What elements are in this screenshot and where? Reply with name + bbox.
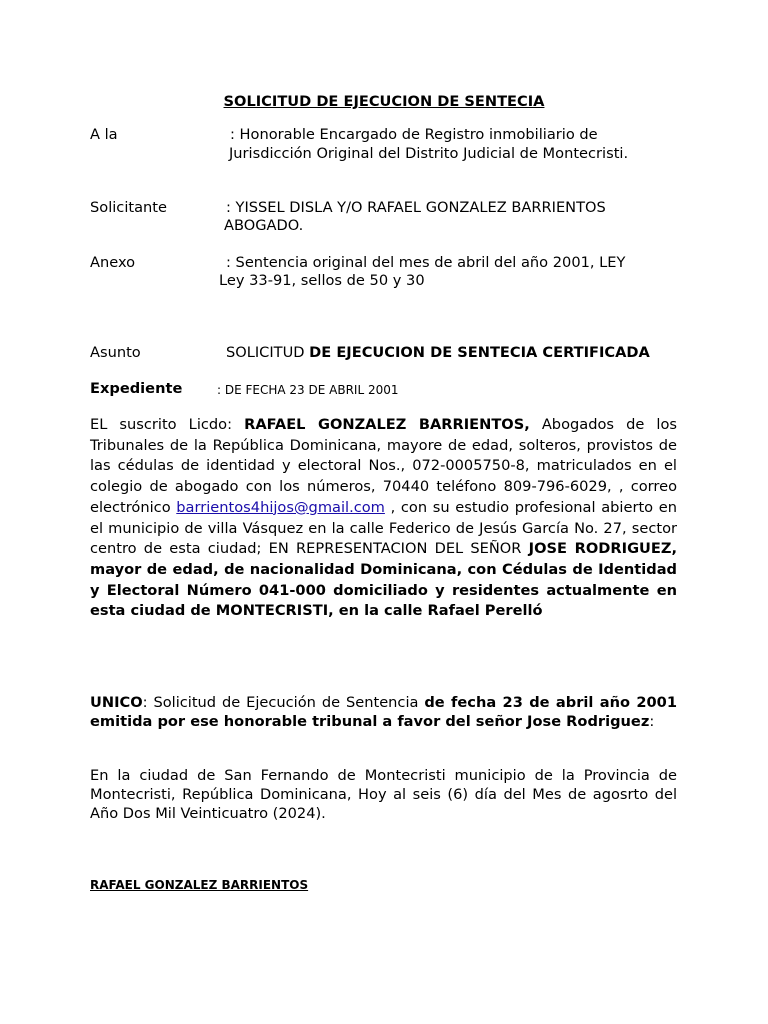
closing-text: En la ciudad de San Fernando de Montecristi municipio de la Provincia de Montecristi, República Dominicana, Hoy al seis (6) día del Mes de agosrto del Año Dos Mil Veinticuatro (2024). xyxy=(90,767,677,822)
document-title: SOLICITUD DE EJECUCION DE SENTECIA xyxy=(223,93,545,110)
a-la-label: A la xyxy=(90,126,118,143)
asunto-value xyxy=(226,344,650,362)
email-link[interactable]: barrientos4hijos@gmail.com xyxy=(176,498,385,516)
asunto-label: Asunto xyxy=(90,344,141,361)
unico-label: UNICO xyxy=(90,694,143,711)
anexo-value-line1: : Sentencia original del mes de abril del año 2001, LEY xyxy=(226,254,626,271)
expediente-label: Expediente xyxy=(90,380,183,397)
lawyer-name: RAFAEL GONZALEZ BARRIENTOS, xyxy=(244,416,530,433)
solicitante-label: Solicitante xyxy=(90,199,167,216)
represented-party: JOSE RODRIGUEZ, mayor de edad, de nacionalidad Dominicana, con Cédulas de Identidad y Electoral Número 041-000 domiciliado y residentes actualmente en esta ciudad de MONTECRISTI, en la calle Rafael Perelló xyxy=(90,540,678,620)
intro-text: EL suscrito Licdo: xyxy=(90,416,245,433)
unico-bold-text: de fecha 23 de abril año 2001 emitida por ese honorable tribunal a favor del señor Jose Rodriguez xyxy=(90,694,677,730)
solicitante-value-line1: : YISSEL DISLA Y/O RAFAEL GONZALEZ BARRIENTOS xyxy=(226,199,606,216)
solicitante-value-line2: ABOGADO. xyxy=(224,217,304,234)
anexo-value-line2: Ley 33-91, sellos de 50 y 30 xyxy=(219,272,425,289)
paragraph-text-1: Abogados de los Tribunales de la República Dominicana, mayore de edad, solteros, provistos de las cédulas de identidad y electoral Nos., 072-0005750-8, matriculados en el colegio de abogado con los números, 70440 teléfono 809-796-6029, , correo electrónico xyxy=(90,416,677,516)
asunto-value-plain: SOLICITUD xyxy=(226,344,310,361)
closing-paragraph xyxy=(90,766,677,823)
anexo-label: Anexo xyxy=(90,254,136,271)
signature-name: RAFAEL GONZALEZ BARRIENTOS xyxy=(90,878,309,892)
expediente-value: : DE FECHA 23 DE ABRIL 2001 xyxy=(217,383,399,397)
asunto-value-bold: DE EJECUCION DE SENTECIA CERTIFICADA xyxy=(309,344,650,361)
unico-text: : Solicitud de Ejecución de Sentencia xyxy=(142,694,425,711)
a-la-value-line1: : Honorable Encargado de Registro inmobiliario de xyxy=(230,126,598,143)
unico-end: : xyxy=(649,713,655,730)
paragraph-text-2: , con su estudio profesional abierto en el municipio de villa Vásquez en la calle Federico de Jesús García No. 27, sector centro de esta ciudad; EN REPRESENTACION DEL SEÑOR xyxy=(90,498,678,558)
main-paragraph xyxy=(90,415,677,622)
unico-paragraph xyxy=(90,693,677,731)
a-la-value-line2: Jurisdicción Original del Distrito Judicial de Montecristi. xyxy=(229,145,629,162)
